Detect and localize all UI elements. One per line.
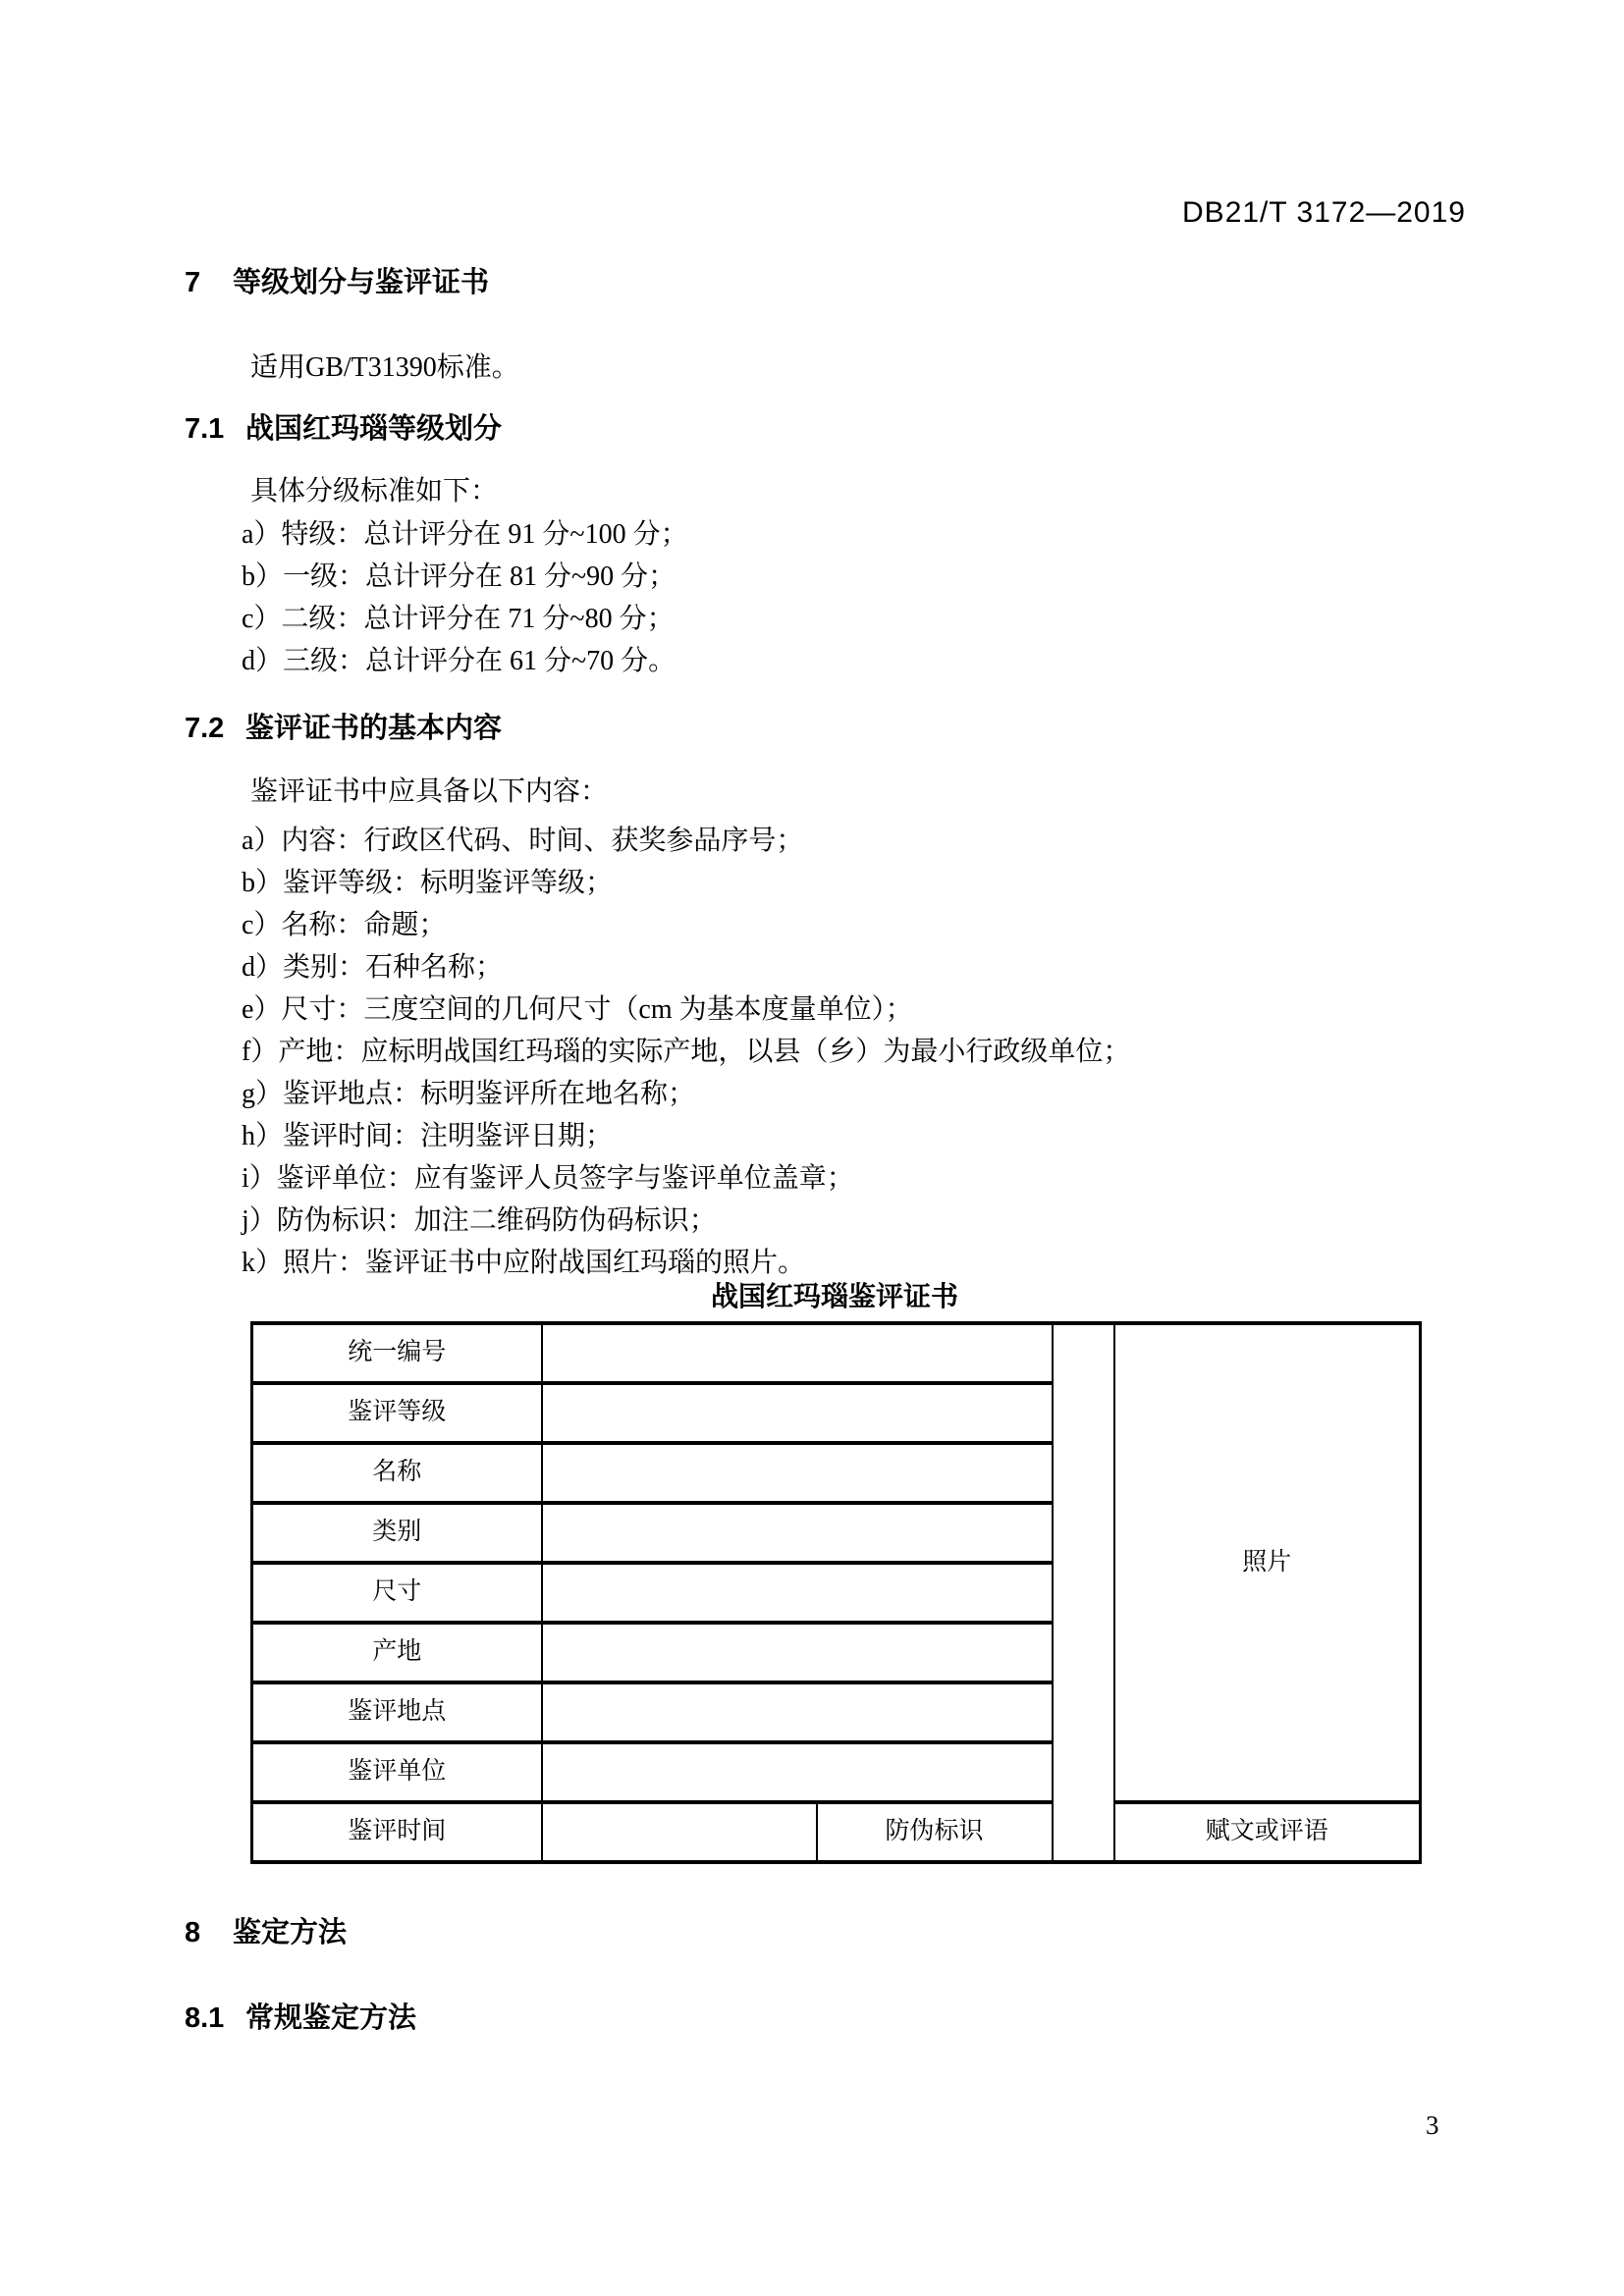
table-value-cell — [542, 1682, 1053, 1742]
table-label-cell: 鉴评单位 — [252, 1742, 542, 1802]
table-value-cell — [542, 1383, 1053, 1443]
section-number: 8.1 — [185, 2002, 225, 2034]
section-number: 7 — [185, 267, 201, 298]
section-title: 等级划分与鉴评证书 — [233, 267, 490, 298]
section-title: 常规鉴定方法 — [245, 2002, 417, 2034]
section-title: 鉴评证书的基本内容 — [245, 713, 503, 744]
table-label-cell: 尺寸 — [252, 1563, 542, 1623]
section-number: 7.2 — [185, 713, 225, 744]
photo-cell: 照片 — [1114, 1323, 1421, 1802]
list-item: a）内容：行政区代码、时间、获奖参品序号； — [242, 826, 804, 856]
section-number: 7.1 — [185, 413, 225, 445]
list-item: e）尺寸：三度空间的几何尺寸（cm 为基本度量单位）； — [242, 994, 913, 1025]
table-value-cell — [542, 1503, 1053, 1563]
table-value-cell — [542, 1802, 817, 1862]
section-title: 战国红玛瑙等级划分 — [245, 413, 503, 445]
table-value-cell — [542, 1443, 1053, 1503]
anti-counterfeit-cell: 防伪标识 — [817, 1802, 1053, 1862]
list-item: k）照片：鉴评证书中应附战国红玛瑙的照片。 — [242, 1248, 806, 1278]
list-item: g）鉴评地点：标明鉴评所在地名称； — [242, 1079, 696, 1109]
table-label-cell: 鉴评等级 — [252, 1383, 542, 1443]
table-label-cell: 类别 — [252, 1503, 542, 1563]
section-7-heading — [185, 267, 489, 299]
table-label-cell: 鉴评地点 — [252, 1682, 542, 1742]
section-number: 8 — [185, 1917, 201, 1949]
section-8-1-heading — [185, 2002, 416, 2035]
inscription-cell: 赋文或评语 — [1114, 1802, 1421, 1862]
list-item: h）鉴评时间：注明鉴评日期； — [242, 1121, 614, 1151]
table-label-cell: 统一编号 — [252, 1323, 542, 1383]
section-title: 鉴定方法 — [233, 1917, 348, 1949]
certificate-table — [250, 1321, 1422, 1864]
table-label-cell: 鉴评时间 — [252, 1802, 542, 1862]
table-value-cell — [542, 1742, 1053, 1802]
list-item: c）名称：命题； — [242, 910, 447, 940]
list-item: a）特级：总计评分在 91 分~100 分； — [242, 519, 688, 550]
table-row — [252, 1802, 1421, 1862]
table-value-cell — [542, 1323, 1053, 1383]
list-item: d）三级：总计评分在 61 分~70 分。 — [242, 646, 677, 676]
list-item: d）类别：石种名称； — [242, 952, 504, 983]
table-row — [252, 1323, 1421, 1383]
list-item: b）鉴评等级：标明鉴评等级； — [242, 868, 614, 898]
certificate-table-title: 战国红玛瑙鉴评证书 — [710, 1282, 958, 1312]
section-7-2-heading — [185, 713, 502, 745]
certificate-table-wrapper — [250, 1321, 1422, 1864]
section-8-heading — [185, 1917, 347, 1949]
narrow-spacer-cell — [1053, 1323, 1114, 1862]
table-value-cell — [542, 1623, 1053, 1682]
paragraph-grading-intro: 具体分级标准如下： — [250, 476, 499, 507]
list-item: j）防伪标识：加注二维码防伪码标识； — [242, 1205, 717, 1236]
list-item: c）二级：总计评分在 71 分~80 分； — [242, 604, 675, 634]
paragraph-apply-standard: 适用GB/T31390标准。 — [250, 352, 519, 383]
page-number: 3 — [1426, 2110, 1439, 2140]
table-value-cell — [542, 1563, 1053, 1623]
section-7-1-heading — [185, 413, 502, 446]
list-item: f）产地：应标明战国红玛瑙的实际产地，以县（乡）为最小行政级单位； — [242, 1037, 1131, 1067]
table-label-cell: 名称 — [252, 1443, 542, 1503]
list-item: i）鉴评单位：应有鉴评人员签字与鉴评单位盖章； — [242, 1163, 854, 1194]
standard-number: DB21/T 3172—2019 — [1182, 196, 1466, 229]
paragraph-certificate-intro: 鉴评证书中应具备以下内容： — [250, 776, 609, 807]
list-item: b）一级：总计评分在 81 分~90 分； — [242, 561, 677, 592]
table-label-cell: 产地 — [252, 1623, 542, 1682]
